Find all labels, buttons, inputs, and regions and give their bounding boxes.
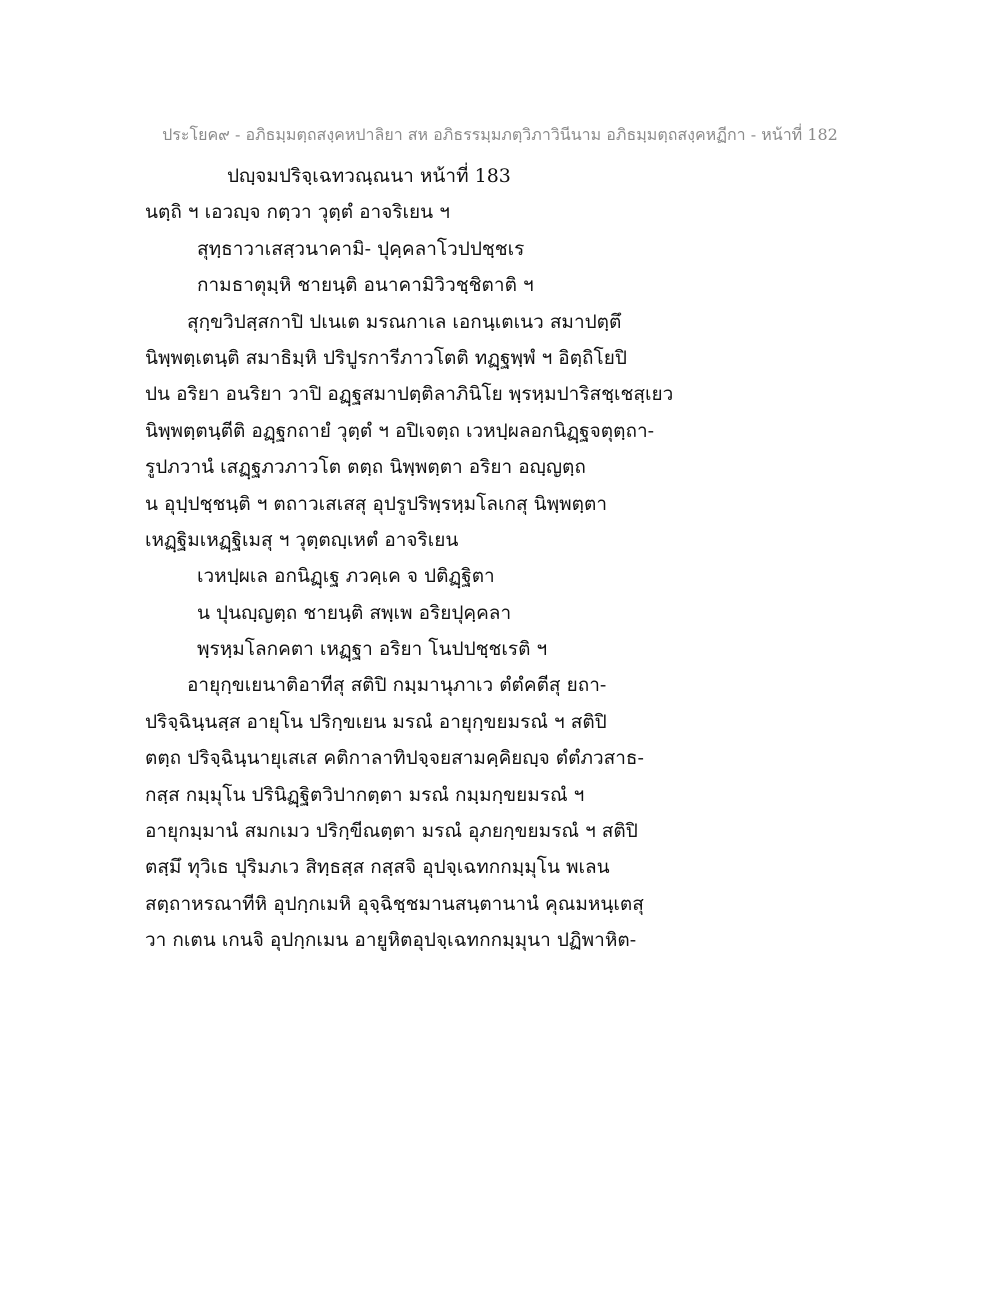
text-line: นิพฺพตฺเตนฺติ สมาธิมฺหิ ปริปูรการีภาวโตติ ทฏฺฐพฺพํ ฯ อิตฺถิโยปิ bbox=[145, 346, 627, 369]
verse-line: น ปุนญฺญตฺถ ชายนฺติ สพฺเพ อริยปุคฺคลา bbox=[197, 601, 512, 624]
text-line: ตสฺมึ ทุวิเธ ปุริมภเว สิทฺธสฺส กสฺสจิ อุปจฺเฉทกกมฺมุโน พเลน bbox=[145, 856, 610, 879]
text-line: นิพฺพตฺตนฺตีติ อฏฺฐกถายํ วุตฺตํ ฯ อปิเจตฺถ เวหปฺผลอกนิฏฺฐจตุตฺถา- bbox=[145, 419, 655, 442]
text-line: เหฏฺฐิมเหฏฺฐิเมสุ ฯ วุตฺตญฺเหตํ อาจริเยน bbox=[145, 528, 459, 551]
text-line: ปริจฺฉินฺนสฺส อายุโน ปริกฺขเยน มรณํ อายุกฺขยมรณํ ฯ สติปิ bbox=[145, 710, 607, 733]
text-line: ปน อริยา อนริยา วาปิ อฏฺฐสมาปตฺติลาภินิโย พฺรหฺมปาริสชฺเชสฺเยว bbox=[145, 383, 674, 406]
verse-line: กามธาตุมฺหิ ชายนฺติ อนาคามิวิวชฺชิตาติ ฯ bbox=[197, 274, 534, 297]
text-line: วา กเตน เกนจิ อุปกฺกเมน อายูหิตอุปจฺเฉทกกมฺมุนา ปฏิพาหิต- bbox=[145, 929, 637, 952]
body-text bbox=[145, 158, 865, 959]
verse-line: สุทฺธาวาเสสฺวนาคามิ- ปุคฺคลาโวปปชฺชเร bbox=[197, 237, 525, 260]
paragraph-first-line: อายุกฺขเยนาติอาทีสุ สติปิ กมฺมานุภาเว ตํตํคตีสุ ยถา- bbox=[187, 674, 607, 697]
verse-line: เวหปฺผเล อกนิฏฺเฐ ภวคฺเค จ ปติฏฺฐิตา bbox=[197, 565, 495, 588]
running-header: ประโยค๙ - อภิธมฺมตฺถสงฺคหปาลิยา สห อภิธรรมฺมภตฺวิภาวินีนาม อภิธมฺมตฺถสงฺคหฏีกา - หน้าที่ 182 bbox=[162, 125, 838, 144]
verse-line: พฺรหฺมโลกคตา เหฏฺฐา อริยา โนปปชฺชเรติ ฯ bbox=[197, 638, 548, 661]
text-line: อายุกมฺมานํ สมกเมว ปริกฺขีณตฺตา มรณํ อุภยกฺขยมรณํ ฯ สติปิ bbox=[145, 820, 638, 843]
text-line: น อุปฺปชฺชนฺติ ฯ ตถาวเสเสสุ อุปรูปริพฺรหฺมโลเกสุ นิพฺพตฺตา bbox=[145, 492, 608, 515]
text-line: รูปภวานํ เสฏฺฐภวภาวโต ตตฺถ นิพฺพตฺตา อริยา อญฺญตฺถ bbox=[145, 456, 586, 479]
paragraph-first-line: สุกฺขวิปสฺสกาปิ ปเนเต มรณกาเล เอกนฺเตเนว สมาปตฺตึ bbox=[187, 310, 622, 333]
text-line: กสฺส กมฺมุโน ปรินิฏฺฐิตวิปากตฺตา มรณํ กมฺมกฺขยมรณํ ฯ bbox=[145, 783, 585, 806]
section-heading: ปญฺจมปริจฺเฉทวณฺณนา หน้าที่ 183 bbox=[227, 165, 511, 187]
text-line: สตฺถาหรณาทีหิ อุปกฺกเมหิ อุจฺฉิชฺชมานสนฺตานานํ คุณมหนฺเตสุ bbox=[145, 892, 644, 915]
text-line: นตฺถิ ฯ เอวญฺจ กตฺวา วุตฺตํ อาจริเยน ฯ bbox=[145, 201, 450, 224]
text-line: ตตฺถ ปริจฺฉินฺนายุเสเส คติกาลาทิปจฺจยสามคฺคิยญฺจ ตํตํภวสาธ- bbox=[145, 747, 644, 770]
